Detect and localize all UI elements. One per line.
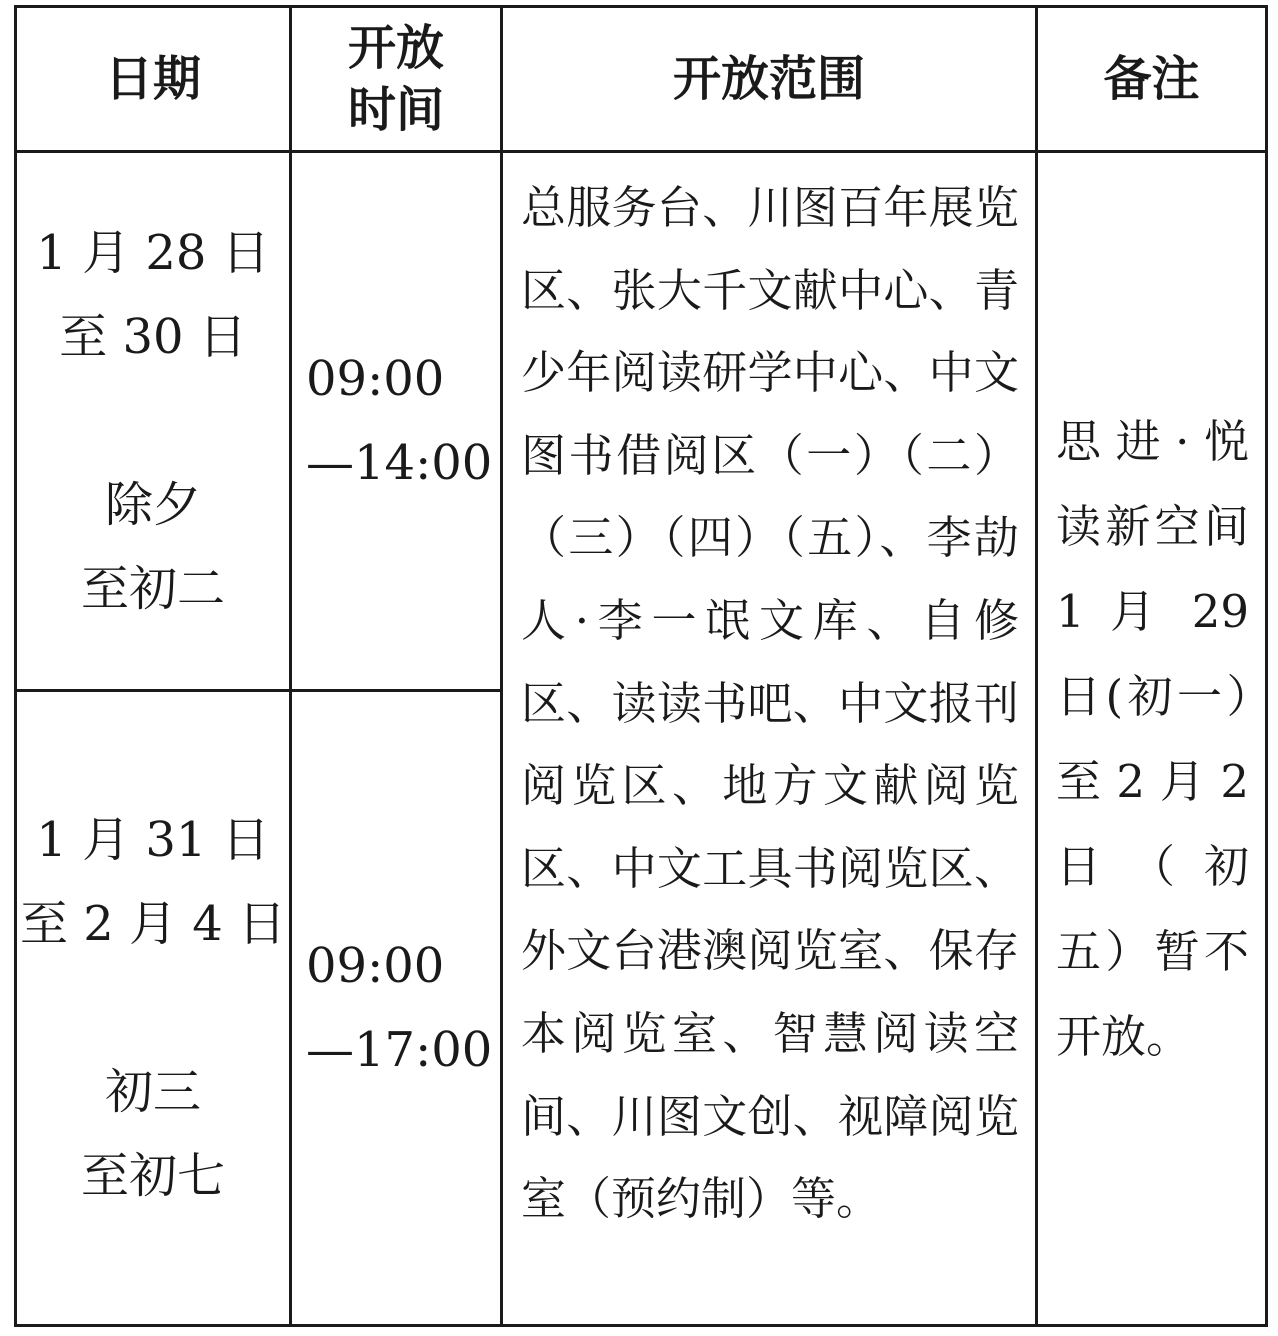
remark-cell — [1038, 153, 1265, 1324]
header-date — [17, 8, 289, 150]
header-time — [292, 8, 500, 150]
row1-time-start: 09:00 — [306, 351, 445, 407]
header-remark-label: 备注 — [1103, 51, 1200, 107]
scope-text: 总服务台、川图百年展览区、张大千文献中心、青少年阅读研学中心、中文图书借阅区（一）（二）（三）（四）（五）、李劼人·李一氓文库、自修区、读读书吧、中文报刊阅览区、地方文献阅览区、中文工具书阅览区、外文台港澳阅览室、保存本阅览室、智慧阅读空间、川图文创、视障阅览室（预约制）等。 — [521, 181, 1019, 1226]
header-time-label-line1: 开放 — [347, 20, 444, 76]
header-scope-label: 开放范围 — [672, 51, 865, 107]
row2-time-end: —17:00 — [306, 1022, 493, 1078]
row2-lunar-line2: 至初七 — [80, 1148, 225, 1204]
row1-time-cell — [292, 153, 500, 689]
row2-date-line1: 1 月 31 日 — [36, 812, 270, 868]
opening-hours-table — [14, 5, 1268, 1327]
header-time-label-line2: 时间 — [347, 82, 444, 138]
remark-text: 思进·悦读新空间 1 月 29 日(初一）至 2 月 2 日（初五）暂不开放。 — [1056, 414, 1249, 1063]
row1-time-end: —14:00 — [306, 435, 493, 491]
row2-time-cell — [292, 692, 500, 1324]
row1-date-cell — [17, 153, 289, 689]
header-date-label: 日期 — [104, 51, 201, 107]
row1-date-line1: 1 月 28 日 — [36, 225, 270, 281]
scope-cell — [503, 153, 1035, 1324]
header-scope — [503, 8, 1035, 150]
row1-lunar-line1: 除夕 — [104, 477, 201, 533]
header-remark — [1038, 8, 1265, 150]
row1-date-line2: 至 30 日 — [59, 309, 247, 365]
table-border-right — [1265, 5, 1268, 1327]
row2-time-start: 09:00 — [306, 938, 445, 994]
row2-lunar-line1: 初三 — [104, 1064, 201, 1120]
table-border-bottom — [14, 1324, 1268, 1327]
row2-date-cell — [17, 692, 289, 1324]
row2-date-line2: 至 2 月 4 日 — [19, 896, 287, 952]
row1-lunar-line2: 至初二 — [80, 561, 225, 617]
